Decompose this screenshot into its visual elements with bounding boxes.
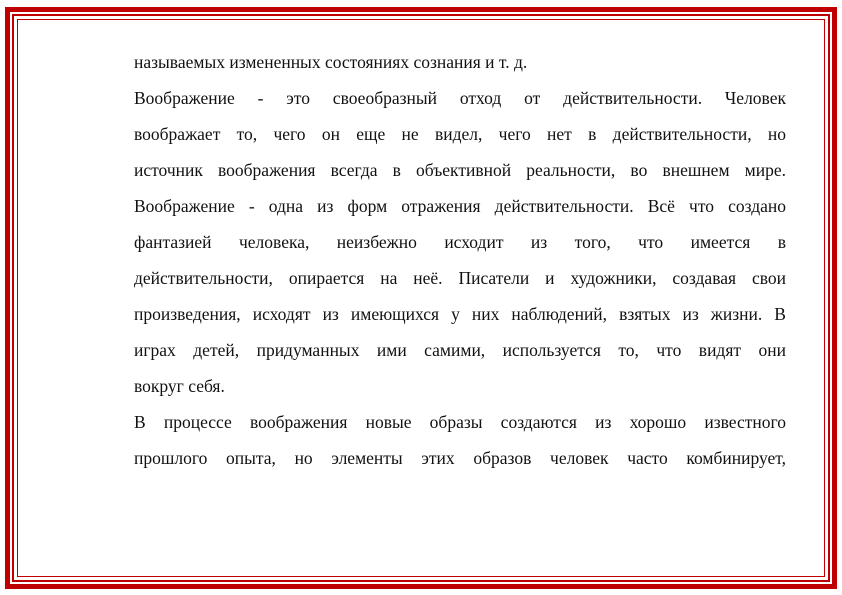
text-line: вокруг себя.: [134, 376, 225, 396]
body-text: [134, 0, 786, 595]
text-line: В процессе воображения новые образы создаются из хорошо известного: [134, 412, 786, 432]
text-line: произведения, исходят из имеющихся у них наблюдений, взятых из жизни. В: [134, 304, 786, 324]
text-line: источник воображения всегда в объективной реальности, во внешнем мире.: [134, 160, 786, 180]
text-line: фантазией человека, неизбежно исходит из того, что имеется в: [134, 232, 786, 252]
text-line: называемых измененных состояниях сознания и т. д.: [134, 52, 528, 72]
text-line: прошлого опыта, но элементы этих образов человек часто комбинирует,: [134, 448, 786, 468]
text-line: воображает то, чего он еще не видел, чего нет в действительности, но: [134, 124, 786, 144]
text-line: играх детей, придуманных ими самими, используется то, что видят они: [134, 340, 786, 360]
text-line: действительности, опирается на неё. Писатели и художники, создавая свои: [134, 268, 786, 288]
text-line: Воображение - одна из форм отражения действительности. Всё что создано: [134, 196, 786, 216]
text-line: Воображение - это своеобразный отход от действительности. Человек: [134, 88, 786, 108]
